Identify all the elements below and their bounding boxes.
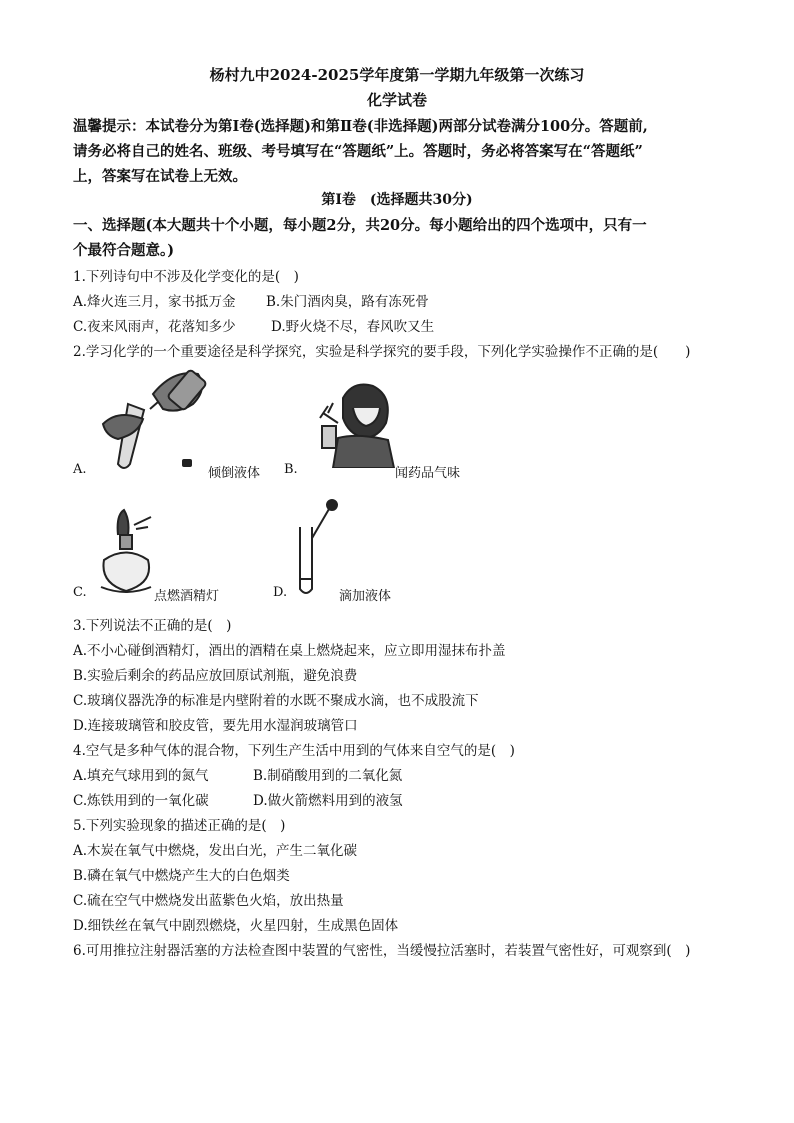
question-4-option-c: C.炼铁用到的一氧化碳 <box>73 793 209 809</box>
question-3-option-a: A.不小心碰倒酒精灯，酒出的酒精在桌上燃烧起来，应立即用湿抹布扑盖 <box>73 643 506 659</box>
section-instruction-line-2: 个最符合题意。) <box>73 242 175 259</box>
notice-line-3: 上，答案写在试卷上无效。 <box>73 168 247 185</box>
alcohol-lamp-illustration <box>96 505 156 600</box>
question-2-option-b-caption: 闻药品气味 <box>395 466 461 481</box>
subject-title: 化学试卷 <box>366 91 427 109</box>
section-instruction-line-1: 一、选择题(本大题共十个小题，每小题2分，共20分。每小题给出的四个选项中，只有一 <box>73 217 647 234</box>
dropping-liquid-illustration <box>292 497 342 597</box>
question-2-option-d-letter: D. <box>273 585 288 600</box>
question-3-option-b: B.实验后剩余的药品应放回原试剂瓶，避免浪费 <box>73 668 358 684</box>
question-1-option-b: B.朱门酒肉臭，路有冻死骨 <box>266 294 429 310</box>
question-1-option-a: A.烽火连三月，家书抵万金 <box>73 294 236 310</box>
bottle-stopper-icon <box>181 456 193 468</box>
question-5-stem: 5.下列实验现象的描述正确的是( ) <box>73 818 286 834</box>
question-5-option-a: A.木炭在氧气中燃烧，发出白光，产生二氧化碳 <box>73 843 358 859</box>
notice-line-1: 温馨提示：本试卷分为第Ⅰ卷(选择题)和第Ⅱ卷(非选择题)两部分试卷满分100分。答题前, <box>73 118 648 135</box>
question-5-option-c: C.硫在空气中燃烧发出蓝紫色火焰，放出热量 <box>73 893 344 909</box>
question-2-option-c-caption: 点燃酒精灯 <box>154 589 220 604</box>
smelling-gas-illustration <box>298 378 396 468</box>
question-2-option-b-letter: B. <box>284 462 298 477</box>
notice-line-2: 请务必将自己的姓名、班级、考号填写在“答题纸”上。答题时，务必将答案写在“答题纸” <box>73 143 643 160</box>
question-2-option-c-letter: C. <box>73 585 87 600</box>
exam-title: 杨村九中2024-2025学年度第一学期九年级第一次练习 <box>209 66 585 84</box>
question-5-option-d: D.细铁丝在氧气中剧烈燃烧，火星四射，生成黑色固体 <box>73 918 399 934</box>
question-4-options-row-1 <box>73 764 402 784</box>
pouring-liquid-illustration <box>98 364 213 472</box>
question-5-option-b: B.磷在氧气中燃烧产生大的白色烟类 <box>73 868 290 884</box>
question-4-stem: 4.空气是多种气体的混合物，下列生产生活中用到的气体来自空气的是( ) <box>73 743 515 759</box>
question-6-stem: 6.可用推拉注射器活塞的方法检查图中装置的气密性，当缓慢拉活塞时，若装置气密性好，可观察到( ) <box>73 943 691 959</box>
question-1-option-c: C.夜来风雨声，花落知多少 <box>73 319 236 335</box>
question-1-option-d: D.野火烧不尽，春风吹又生 <box>271 319 435 335</box>
question-3-option-c: C.玻璃仪器洗净的标准是内壁附着的水既不聚成水滴，也不成股流下 <box>73 693 479 709</box>
question-2-option-a-letter: A. <box>73 462 87 477</box>
question-3-option-d: D.连接玻璃管和胶皮管，要先用水湿润玻璃管口 <box>73 718 358 734</box>
question-2-option-d-caption: 滴加液体 <box>339 589 392 604</box>
question-1-options-row-1 <box>73 290 429 310</box>
question-2-stem: 2.学习化学的一个重要途径是科学探究，实验是科学探究的要手段，下列化学实验操作不正确的是( ) <box>73 344 691 360</box>
question-4-option-a: A.填充气球用到的氮气 <box>73 768 209 784</box>
question-1-options-row-2 <box>73 315 434 335</box>
question-4-options-row-2 <box>73 789 403 809</box>
question-2-option-a-caption: 倾倒液体 <box>208 466 261 481</box>
question-4-option-b: B.制硝酸用到的二氧化氮 <box>253 768 403 784</box>
part1-heading: 第Ⅰ卷 (选择题共30分) <box>321 192 473 208</box>
question-3-stem: 3.下列说法不正确的是( ) <box>73 618 232 634</box>
question-4-option-d: D.做火箭燃料用到的液氢 <box>253 793 403 809</box>
question-1-stem: 1.下列诗句中不涉及化学变化的是( ) <box>73 269 299 285</box>
